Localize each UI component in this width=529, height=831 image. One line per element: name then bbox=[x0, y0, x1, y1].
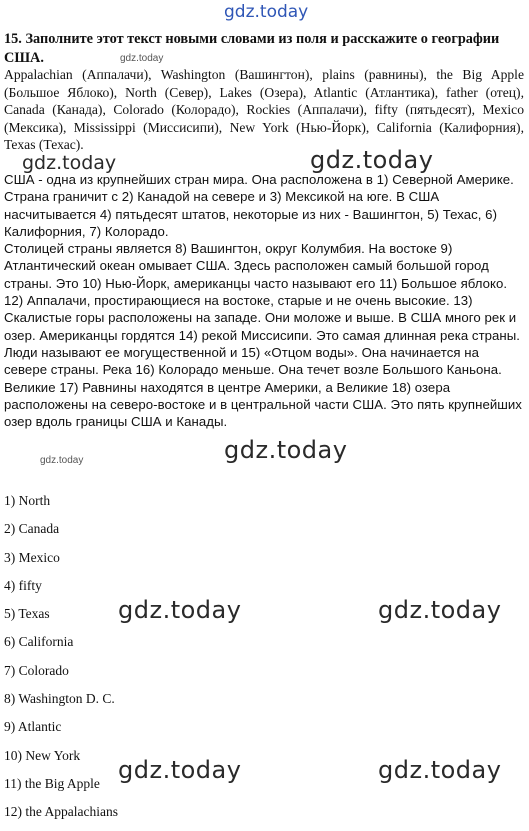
exercise-number: 15. bbox=[4, 31, 22, 47]
text-paragraph-1: США - одна из крупнейших стран мира. Она расположена в 1) Северной Америке. Страна граничит с 2) Канадой на севере и 3) Мексикой на юге. В США насчитывается 4) пятьдесят штатов, некоторые из них - Вашингтон, 5) Техас, 6) Калифорния, 7) Колорадо. bbox=[4, 172, 514, 239]
answer-item: 7) Colorado bbox=[4, 662, 69, 678]
answer-item: 11) the Big Apple bbox=[4, 775, 100, 791]
answer-item: 12) the Appalachians bbox=[4, 804, 118, 820]
answer-item: 9) Atlantic bbox=[4, 719, 62, 735]
answer-item: 2) Canada bbox=[4, 521, 60, 537]
exercise-heading bbox=[4, 30, 524, 68]
watermark-mid-left: gdz.today bbox=[22, 152, 117, 174]
exercise-instruction: Заполните этот текст новыми словами из поля и расскажите о географии США. bbox=[4, 31, 500, 66]
watermark-answers-right-2: gdz.today bbox=[378, 756, 502, 784]
watermark-big-right: gdz.today bbox=[310, 146, 434, 174]
watermark-answers-left-2: gdz.today bbox=[118, 756, 242, 784]
text-paragraph-2: Столицей страны является 8) Вашингтон, округ Колумбия. На востоке 9) Атлантический океан омывает США. Здесь расположен самый большой город страны. Это 10) Нью-Йорк, американцы часто называют его 11) Большое яблоко. 12) Аппалачи, простирающиеся на востоке, старые и не очень высокие. 13) Скалистые горы расположены на западе. Они моложе и выше. В США много рек и озер. Американцы гордятся 14) рекой Миссисипи. Это самая длинная река страны. Люди называют ее могущественной и 15) «Отцом воды». Она начинается на севере страны. Река 16) Колорадо меньше. Она течет возле Большого Каньона. Великие 17) Равнины находятся в центре Америки, а Великие 18) озера расположены на северо-востоке и в центральной части США. Это пять крупнейших озер вдоль границы США и Канады. bbox=[4, 241, 522, 430]
watermark-top: gdz.today bbox=[224, 2, 309, 22]
answer-item: 10) New York bbox=[4, 747, 81, 763]
watermark-big-center: gdz.today bbox=[224, 436, 348, 464]
watermark-answers-right-1: gdz.today bbox=[378, 596, 502, 624]
answer-item: 1) North bbox=[4, 493, 51, 508]
answer-item: 3) Mexico bbox=[4, 549, 60, 565]
answer-item: 4) fifty bbox=[4, 577, 42, 593]
answer-item: 8) Washington D. C. bbox=[4, 691, 115, 707]
answer-item: 6) California bbox=[4, 634, 74, 650]
watermark-small-2: gdz.today bbox=[40, 455, 84, 466]
watermark-answers-left-1: gdz.today bbox=[118, 596, 242, 624]
watermark-small: gdz.today bbox=[120, 53, 164, 64]
answer-item: 5) Texas bbox=[4, 606, 50, 622]
word-bank: Appalachian (Аппалачи), Washington (Вашингтон), plains (равнины), the Big Apple (Большое Яблоко), North (Север), Lakes (Озера), Atlantic (Атлантика), father (отец), Canada (Канада), Colorado (Колорадо), Rockies (Аппалачи), fifty (пятьдесят), Mexico (Мексика), Mississippi (Миссисипи), New York (Нью-Йорк), California (Калифорния), Texas (Техас). bbox=[4, 67, 524, 152]
exercise-text bbox=[4, 171, 524, 430]
